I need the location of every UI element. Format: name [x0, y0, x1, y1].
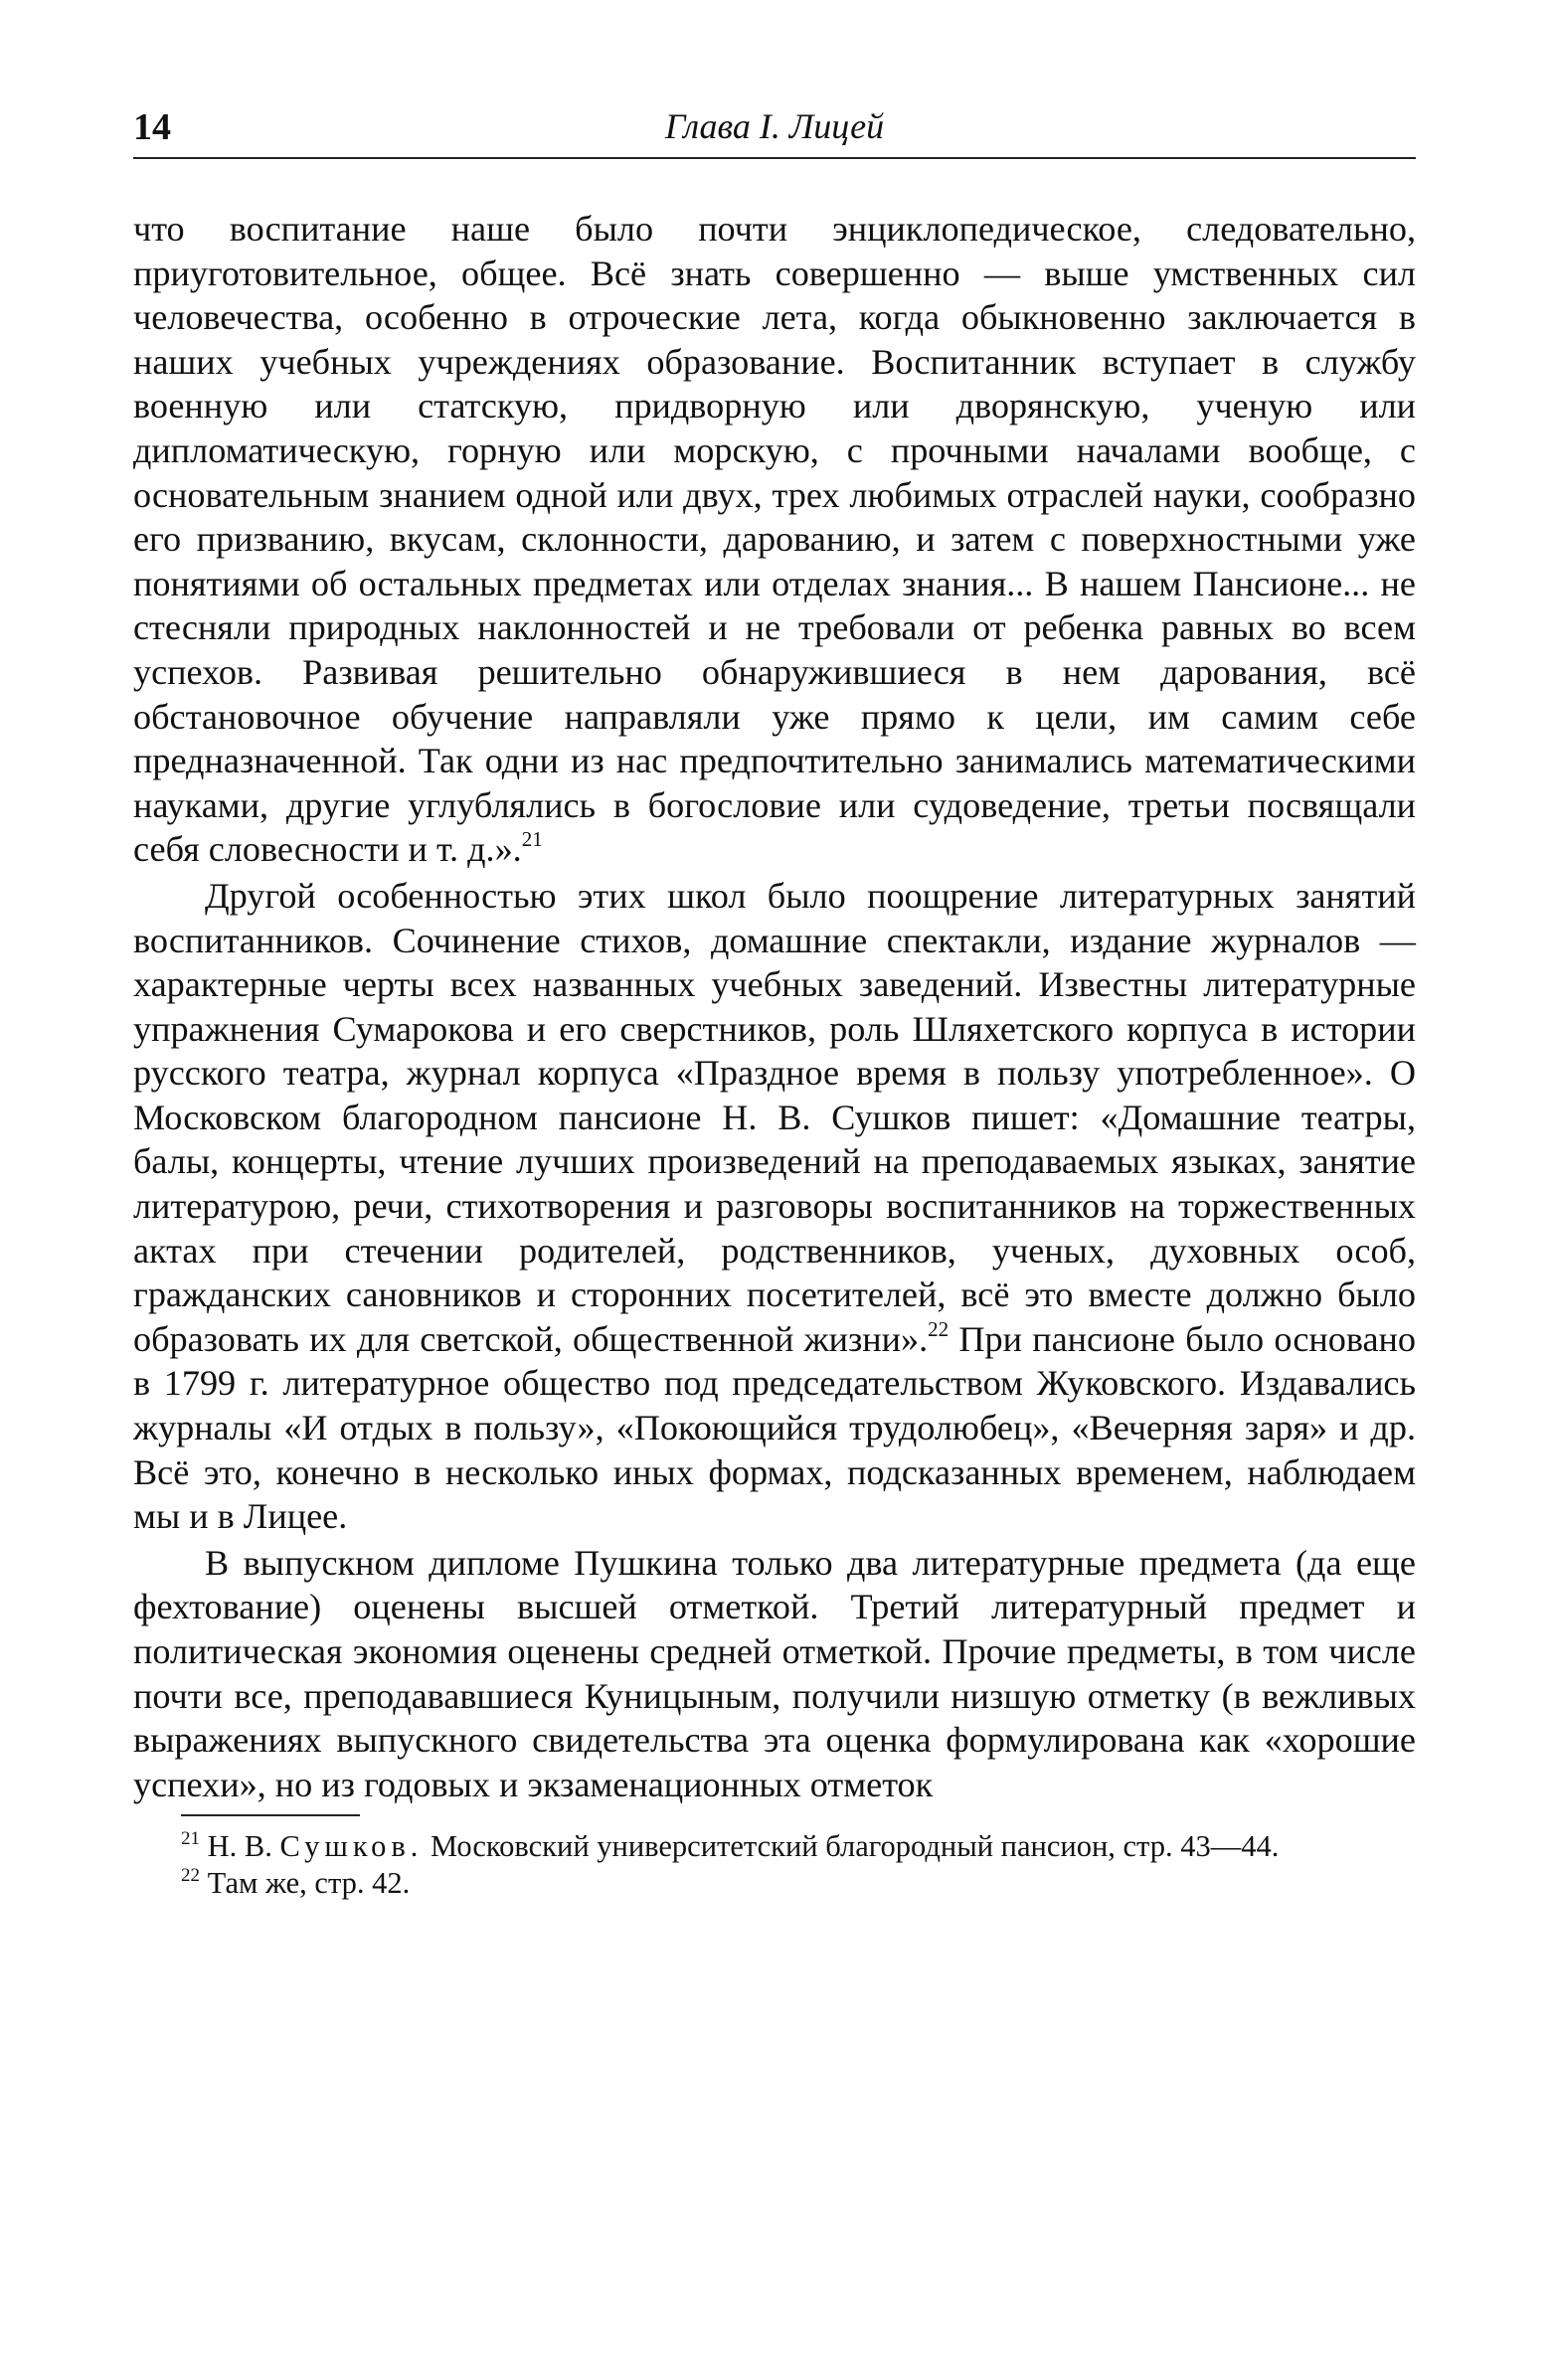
footnote-number-21: 21	[181, 1828, 200, 1850]
page-header	[133, 95, 1416, 159]
paragraph-1-text: что воспитание наше было почти энциклопедическое, следовательно, приуготовительное, общее. Всё знать совершенно — выше умственных сил человечества, особенно в отроческие лета, когда обыкновенно заключается в наших учебных учреждениях образование. Воспитанник вступает в службу военную или статскую, придворную или дворянскую, ученую или дипломатическую, горную или морскую, с прочными началами вообще, с основательным знанием одной или двух, трех любимых отраслей науки, сообразно его призванию, вкусам, склонности, дарованию, и затем с поверхностными уже понятиями об остальных предметах или отделах знания... В нашем Пансионе... не стесняли природных наклонностей и не требовали от ребенка равных во всем успехов. Развивая решительно обнаружившиеся в нем дарования, всё обстановочное обучение направляли уже прямо к цели, им самим себе предназначенной. Так одни из нас предпочтительно занимались математическими науками, другие углублялись в богословие или судоведение, третьи посвящали себя словесности и т. д.».	[133, 209, 1416, 870]
footnote-22	[181, 1865, 1416, 1902]
paragraph-2	[133, 874, 1416, 1539]
main-text	[133, 207, 1416, 1806]
footnote-21-text: Московский университетский благородный пансион, стр. 43—44.	[423, 1829, 1280, 1864]
footnote-22-text: Там же, стр. 42.	[207, 1866, 411, 1901]
footnote-divider	[181, 1814, 360, 1816]
footnote-21-author-name: Сушков.	[279, 1829, 424, 1864]
paragraph-2-text-b: При пансионе было основано в 1799 г. литературное общество под председательством Жуковского. Издавались журналы «И отдых в пользу», «Покоющийся трудолюбец», «Вечерняя заря» и др. Всё это, конечно в несколько иных формах, подсказанных временем, наблюдаем мы и в Лицее.	[133, 1318, 1416, 1537]
footnote-ref-21: 21	[521, 827, 543, 852]
paragraph-1	[133, 207, 1416, 872]
footnotes	[133, 1828, 1416, 1902]
footnote-ref-22: 22	[928, 1316, 950, 1341]
footnote-21	[181, 1828, 1416, 1865]
book-page	[133, 95, 1416, 1902]
paragraph-3-text: В выпускном дипломе Пушкина только два литературные предмета (да еще фехтование) оценены высшей отметкой. Третий литературный предмет и политическая экономия оценены средней отметкой. Прочие предметы, в том числе почти все, преподававшиеся Куницыным, получили низшую отметку (в вежливых выражениях выпускного свидетельства эта оценка формулирована как «хорошие успехи», но из годовых и экзаменационных отметок	[133, 1542, 1416, 1804]
paragraph-3	[133, 1541, 1416, 1807]
paragraph-2-text-a: Другой особенностью этих школ было поощрение литературных занятий воспитанников. Сочинение стихов, домашние спектакли, издание журналов — характерные черты всех названных учебных заведений. Известны литературные упражнения Сумарокова и его сверстников, роль Шляхетского корпуса в истории русского театра, журнал корпуса «Праздное время в пользу употребленное». О Московском благородном пансионе Н. В. Сушков пишет: «Домашние театры, балы, концерты, чтение лучших произведений на преподаваемых языках, занятие литературою, речи, стихотворения и разговоры воспитанников на торжественных актах при стечении родителей, родственников, ученых, духовных особ, гражданских сановников и сторонних посетителей, всё это вместе должно было образовать их для светской, общественной жизни».	[133, 875, 1416, 1359]
footnote-21-author-initials: Н. В.	[207, 1829, 272, 1864]
page-number: 14	[133, 106, 171, 148]
footnote-number-22: 22	[181, 1865, 200, 1887]
running-title: Глава I. Лицей	[664, 106, 885, 146]
